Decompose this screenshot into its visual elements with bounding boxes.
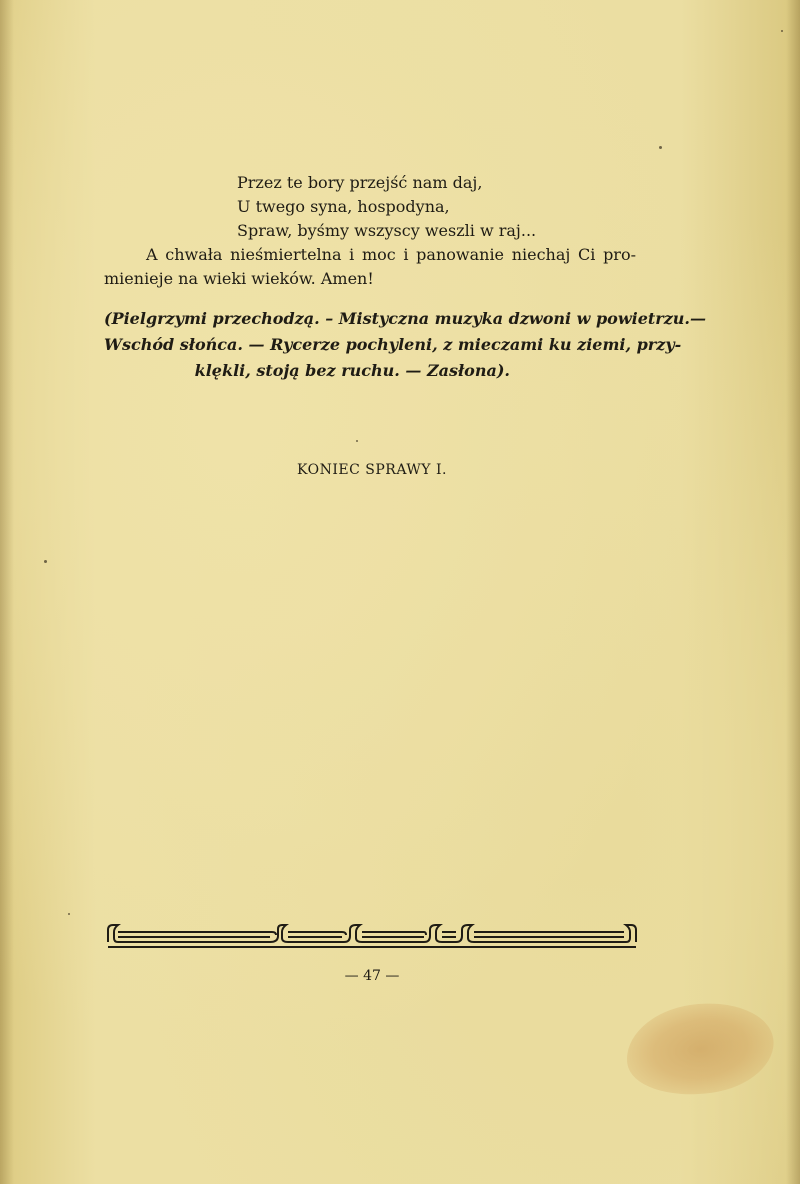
- page-right-edge-shadow: [786, 0, 800, 1184]
- paper-speck: [781, 30, 783, 32]
- act-end-title: KONIEC SPRAWY I.: [297, 462, 447, 478]
- verse-line: Spraw, byśmy wszyscy weszli w raj...: [237, 221, 537, 240]
- stage-direction-line: Wschód słońca. — Rycerze pochyleni, z mieczami ku ziemi, przy-: [104, 335, 682, 354]
- page-left-edge-shadow: [0, 0, 14, 1184]
- paper-speck: [356, 440, 358, 442]
- verse-block: [237, 171, 536, 243]
- paper-speck: [68, 913, 70, 915]
- prose-paragraph: [104, 243, 636, 291]
- verse-line: U twego syna, hospodyna,: [237, 197, 450, 216]
- stage-direction: [104, 306, 706, 384]
- verse-line: Przez te bory przejść nam daj,: [237, 173, 483, 192]
- prose-line: mienieje na wieki wieków. Amen!: [104, 269, 374, 288]
- ornamental-divider: [104, 920, 640, 950]
- stage-direction-line: (Pielgrzymi przechodzą. – Mistyczna muzyka dzwoni w powietrzu.—: [104, 309, 706, 328]
- paper-speck: [659, 146, 662, 149]
- paper-stain: [620, 994, 779, 1104]
- prose-line: A chwała nieśmiertelna i moc i panowanie niechaj Ci pro-: [146, 245, 636, 264]
- page-number: — 47 —: [344, 968, 400, 984]
- stage-direction-line: klękli, stoją bez ruchu. — Zasłona).: [194, 361, 510, 380]
- paper-speck: [44, 560, 47, 563]
